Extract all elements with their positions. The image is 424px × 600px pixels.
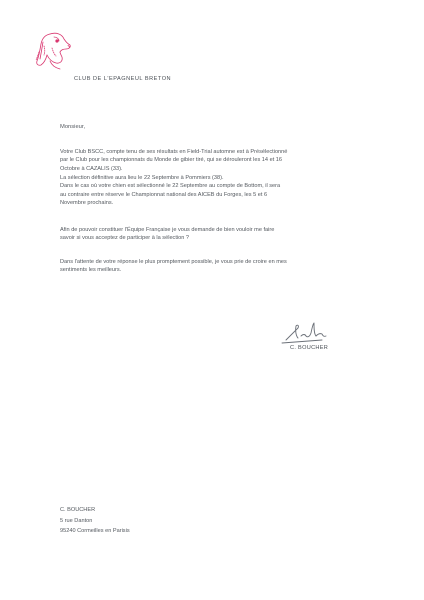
club-name: CLUB DE L'EPAGNEUL BRETON	[74, 76, 172, 82]
paragraph-line: Novembre prochains.	[60, 200, 114, 207]
sender-street: 5 rue Danton	[60, 517, 93, 524]
sender-city: 95240 Cormeilles en Parisis	[60, 528, 130, 534]
paragraph-line: La sélection définitive aura lieu le 22 Septembre à Pommiers (38).	[60, 175, 224, 181]
paragraph-selection	[60, 175, 360, 208]
paragraph-line: Afin de pouvoir constituer l'Équipe Française je vous demande de bien vouloir me faire	[60, 227, 275, 233]
paragraph-line: Votre Club BSCC, compte tenu de ses résultats en Field-Trial automne est à Présélectionné	[60, 149, 288, 155]
paragraph-line: Octobre à CAZALIS (33).	[60, 165, 123, 172]
paragraph-line: savoir si vous acceptez de participer à la sélection ?	[60, 235, 190, 242]
salutation: Monsieur,	[60, 124, 86, 130]
paragraph-request	[60, 226, 360, 243]
paragraph-line: Dans l'attente de votre réponse le plus promptement possible, je vous prie de croire en mes	[60, 259, 287, 265]
paragraph-line: au contraire entre réserve le Championnat national des AICEB du Forges, les 5 et 6	[60, 191, 268, 198]
paragraph-preselection	[60, 148, 360, 173]
signer-name: C. BOUCHER	[290, 345, 329, 351]
sender-name: C. BOUCHER	[60, 507, 96, 513]
sender-address	[60, 505, 130, 537]
paragraph-line: par le Club pour les championnats du Monde de gibier tiré, qui se dérouleront les 14 et 16	[60, 157, 283, 164]
handwritten-signature	[268, 316, 348, 346]
setter-dog-head-icon	[30, 28, 74, 72]
paragraph-line: Dans le cas où votre chien est sélectionné le 22 Septembre au compte de Bottom, il sera	[60, 183, 281, 190]
paragraph-closing	[60, 258, 360, 275]
paragraph-line: sentiments les meilleurs.	[60, 267, 122, 274]
